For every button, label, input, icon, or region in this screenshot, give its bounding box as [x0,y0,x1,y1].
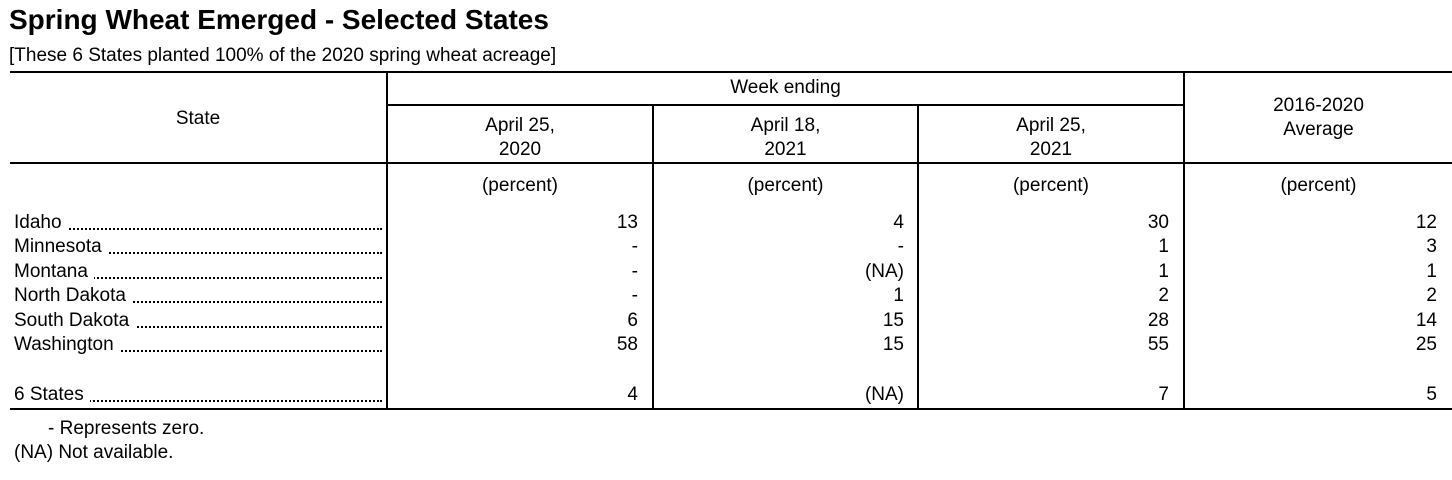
value-cell: 4 [893,212,904,233]
value-cell: 14 [1415,310,1437,331]
state-name: 6 States [14,383,382,407]
page-subtitle: [These 6 States planted 100% of the 2020 spring wheat acreage] [9,45,557,66]
value-cell: 2 [1426,285,1437,306]
footnote-na: (NA) Not available. [14,442,174,463]
state-name: South Dakota [14,309,382,333]
value-cell: (NA) [864,261,904,282]
value-cell: - [631,236,638,257]
value-cell: - [631,261,638,282]
header-state: State [175,108,221,129]
state-name: Montana [14,260,382,284]
header-week-ending: Week ending [730,77,841,98]
table-bottom-rule [10,408,1452,410]
header-bottom-rule [10,162,1452,164]
value-cell: 5 [1426,384,1437,405]
value-cell: 2 [1158,285,1169,306]
value-cell: 55 [1147,334,1169,355]
header-april-18-2021: April 18, 2021 [750,115,821,160]
value-cell: 7 [1158,384,1169,405]
value-cell: 15 [882,334,904,355]
value-cell: 30 [1147,212,1169,233]
unit-label: (percent) [1012,175,1090,196]
state-name: Idaho [14,211,382,235]
footnote-zero: - Represents zero. [48,418,205,439]
page-title: Spring Wheat Emerged - Selected States [9,4,549,35]
value-cell: 12 [1415,212,1437,233]
unit-label: (percent) [747,175,824,196]
value-cell: 1 [1158,261,1169,282]
state-name: North Dakota [14,284,382,308]
value-cell: 1 [1158,236,1169,257]
table-top-rule [10,71,1452,73]
value-cell: 6 [627,310,638,331]
state-name: Washington [14,333,382,357]
unit-label: (percent) [1280,175,1357,196]
value-cell: 4 [627,384,638,405]
value-cell: 58 [616,334,638,355]
header-april-25-2020: April 25, 2020 [485,115,555,160]
value-cell: - [631,285,638,306]
value-cell: 3 [1426,236,1437,257]
value-cell: (NA) [864,384,904,405]
header-april-25-2021: April 25, 2021 [1016,115,1086,160]
value-cell: 25 [1415,334,1437,355]
value-cell: 15 [882,310,904,331]
value-cell: 1 [893,285,904,306]
value-cell: 13 [616,212,638,233]
value-cell: - [897,236,904,257]
value-cell: 1 [1426,261,1437,282]
value-cell: 28 [1147,310,1169,331]
unit-label: (percent) [481,175,559,196]
header-average: 2016-2020 Average [1273,95,1364,140]
state-name: Minnesota [14,235,382,259]
week-ending-rule [387,104,1184,106]
